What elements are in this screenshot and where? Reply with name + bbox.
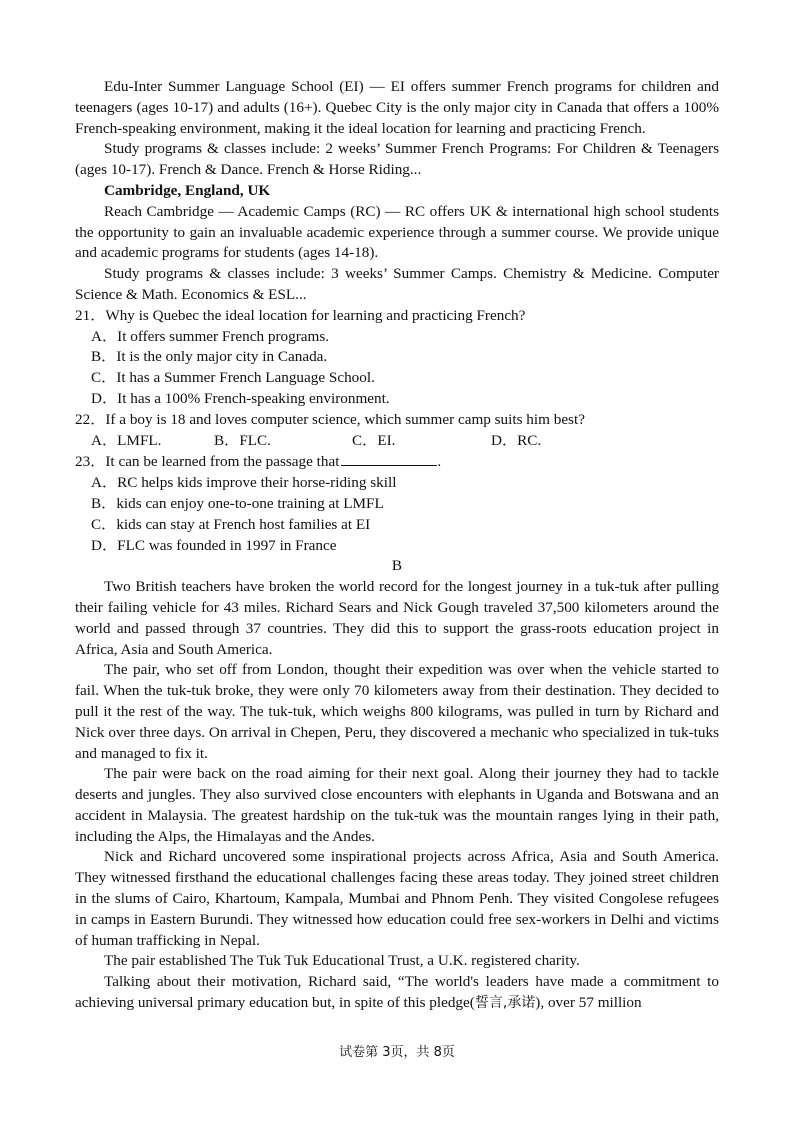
option-text: kids can stay at French host families at EI [116,515,371,533]
option-text: It is the only major city in Canada. [116,348,328,366]
passage-b-paragraph-3: The pair were back on the road aiming for their next goal. Along their journey they had to tackle deserts and jungles. They also survived close encounters with elephants in Uganda and Botswana and an accident in Malaysia. The greatest hardship on the tuk-tuk was the mountain ranges lying in their path, including the Alps, the Himalayas and the Andes. [75,765,719,845]
option-label: C． [91,515,117,533]
options-row [75,431,719,452]
question-number: 21． [75,306,106,324]
question-23 [75,451,719,556]
exam-page [75,77,719,1014]
question-stem-end: . [437,453,442,471]
option-label: A． [91,431,118,449]
option-text: kids can enjoy one-to-one training at LMFL [116,494,384,512]
rc-programs-paragraph: Study programs & classes include: 3 weeks’ Summer Camps. Chemistry & Medicine. Computer Science & Math. Economics & ESL... [75,265,719,303]
option-label: A． [91,327,118,345]
option-label: C． [91,369,117,387]
answer-blank[interactable] [341,451,437,466]
passage-b-paragraph-1: Two British teachers have broken the world record for the longest journey in a tuk-tuk after pulling their failing vehicle for 43 miles. Richard Sears and Nick Gough traveled 37,500 kilometers around the world and passed through 37 countries. They did this to support the grass-roots education project in Africa, Asia and South America. [75,578,719,658]
chinese-gloss: 誓言,承诺 [474,995,536,1012]
ei-programs-paragraph: Study programs & classes include: 2 weeks’ Summer French Programs: For Children & Teenagers (ages 10-17). French & Dance. French & Horse Riding... [75,140,719,179]
option-label: B． [91,494,117,512]
question-text: Why is Quebec the ideal location for learning and practicing French? [105,306,526,324]
option-text: RC. [517,431,542,449]
option-label: A． [91,474,118,492]
ei-description-paragraph: Edu-Inter Summer Language School (EI) — EI offers summer French programs for children and teenagers (ages 10-17) and adults (16+). Quebec City is the only major city in Canada that offers a 100% French-speaking environment, making it the ideal location for learning and practicing French. [75,78,719,137]
option-d[interactable] [491,431,571,452]
option-c[interactable] [352,431,491,452]
cambridge-location-heading: Cambridge, England, UK [104,181,271,199]
passage-b-label: B [391,557,403,575]
question-22 [75,410,719,452]
question-stem [75,451,719,473]
option-label: B． [91,348,117,366]
paragraph-text-continued: ), over 57 million [535,994,642,1012]
option-text: EI. [377,431,396,449]
option-d[interactable] [75,389,719,410]
passage-b-paragraph-6 [75,972,719,1014]
option-label: D． [491,431,518,449]
option-label: B． [214,431,240,449]
option-c[interactable] [75,515,719,536]
option-d[interactable] [75,536,719,557]
option-text: It has a 100% French-speaking environment. [117,389,390,407]
question-stem [75,306,719,327]
option-text: RC helps kids improve their horse-riding skill [117,474,397,492]
question-text: If a boy is 18 and loves computer science, which summer camp suits him best? [105,410,585,428]
option-label: D． [91,536,118,554]
passage-b-paragraph-2: The pair, who set off from London, thought their expedition was over when the vehicle started to fail. When the tuk-tuk broke, they were only 70 kilometers away from their destination. They decided to pull it the rest of the way. The tuk-tuk, which weighs 800 kilograms, was pulled in turn by Richard and Nick over three days. On arrival in Chepen, Peru, they discovered a mechanic who specialized in tuk-tuks and managed to fix it. [75,661,719,762]
option-b[interactable] [214,431,352,452]
option-a[interactable] [91,431,214,452]
option-c[interactable] [75,368,719,389]
paragraph-text: Talking about their motivation, Richard said, “The world's leaders have made a commitment to achieving universal primary education but, in spite of this pledge( [75,973,719,1012]
rc-description-paragraph: Reach Cambridge — Academic Camps (RC) — RC offers UK & international high school students the opportunity to gain an invaluable academic experience through a summer course. We provide unique and academic programs for students (ages 14-18). [75,202,719,262]
option-text: It offers summer French programs. [117,327,330,345]
passage-b-paragraph-5: The pair established The Tuk Tuk Educational Trust, a U.K. registered charity. [104,952,580,970]
option-text: It has a Summer French Language School. [116,369,375,387]
option-text: FLC. [239,431,271,449]
question-stem [75,410,719,431]
option-b[interactable] [75,347,719,368]
page-footer: 试卷第 3页，共 8页 [339,1045,455,1060]
question-number: 23． [75,453,106,471]
option-b[interactable] [75,494,719,515]
option-label: D． [91,389,118,407]
question-text: It can be learned from the passage that [105,453,340,471]
passage-b-paragraph-4: Nick and Richard uncovered some inspirational projects across Africa, Asia and South America. They witnessed firsthand the educational challenges facing these areas today. They joined street children in the slums of Cairo, Khartoum, Kampala, Mumbai and Phnom Penh. They visited Congolese refugees in camps in Eastern Burundi. They witnessed how education could free sex-workers in Delhi and victims of human trafficking in Nepal. [75,848,719,949]
question-number: 22． [75,410,106,428]
option-label: C． [352,431,378,449]
option-text: LMFL. [117,431,162,449]
option-text: FLC was founded in 1997 in France [117,536,337,554]
question-21 [75,306,719,410]
option-a[interactable] [75,327,719,348]
option-a[interactable] [75,473,719,494]
